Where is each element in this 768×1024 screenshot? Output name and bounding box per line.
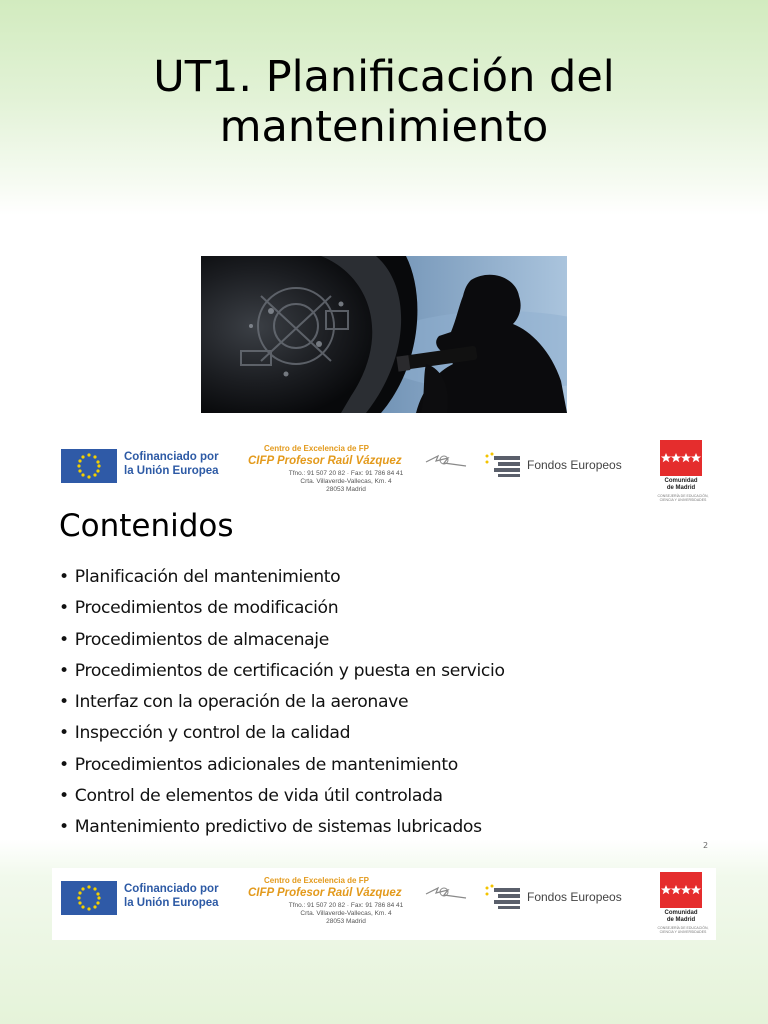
eu-cofinancing-label [124, 882, 219, 910]
list-item: • Mantenimiento predictivo de sistemas lubricados [59, 813, 505, 844]
cifp-subtitle: Centro de Excelencia de FP [264, 444, 369, 453]
list-item: • Inspección y control de la calidad [59, 719, 505, 750]
cifp-city: 28053 Madrid [326, 918, 366, 925]
list-item: • Planificación del mantenimiento [59, 563, 505, 594]
comunidad-madrid-department [648, 926, 718, 934]
eu-text-line-2: la Unión Europea [124, 465, 219, 477]
cm-sub-1: CONSEJERÍA DE EDUCACIÓN, [657, 926, 709, 930]
list-item: • Interfaz con la operación de la aeronave [59, 688, 505, 719]
cifp-address: Crta. Villaverde-Vallecas, Km. 4 [300, 910, 392, 917]
list-item: • Procedimientos de modificación [59, 594, 505, 625]
cifp-phone: Tfno.: 91 507 20 82 · Fax: 91 786 84 41 [288, 470, 404, 477]
eu-text-line-1: Cofinanciado por [124, 883, 219, 895]
list-item: • Procedimientos adicionales de mantenimiento [59, 751, 505, 782]
contents-list [59, 563, 505, 845]
comunidad-madrid-label [648, 478, 714, 492]
list-item: • Procedimientos de certificación y puesta en servicio [59, 657, 505, 688]
list-item: • Control de elementos de vida útil controlada [59, 782, 505, 813]
fondos-europeos-label: Fondos Europeos [527, 458, 622, 472]
cifp-name: CIFP Profesor Raúl Vázquez [248, 455, 402, 467]
cifp-contact [266, 902, 426, 926]
cifp-address: Crta. Villaverde-Vallecas, Km. 4 [300, 478, 392, 485]
comunidad-madrid-label [648, 910, 714, 924]
eu-text-line-1: Cofinanciado por [124, 451, 219, 463]
cm-line-2: de Madrid [666, 917, 696, 923]
technician-inspecting-engine-image [201, 256, 567, 413]
fondos-europeos-label: Fondos Europeos [527, 890, 622, 904]
fondos-europeos-icon [484, 884, 524, 910]
cm-sub-2: CIENCIA Y UNIVERSIDADES [659, 498, 707, 502]
cifp-phone: Tfno.: 91 507 20 82 · Fax: 91 786 84 41 [288, 902, 404, 909]
eu-flag-icon [61, 881, 117, 915]
title-line-1: UT1. Planificación del [153, 52, 615, 102]
eu-text-line-2: la Unión Europea [124, 897, 219, 909]
cm-line-1: Comunidad [664, 478, 698, 484]
cifp-subtitle: Centro de Excelencia de FP [264, 876, 369, 885]
comunidad-madrid-flag-icon [660, 440, 702, 476]
fondos-europeos-icon [484, 452, 524, 478]
cifp-city: 28053 Madrid [326, 486, 366, 493]
page-number: 2 [703, 841, 709, 850]
maintenance-photo [201, 256, 567, 413]
list-item: • Procedimientos de almacenaje [59, 626, 505, 657]
cifp-name: CIFP Profesor Raúl Vázquez [248, 887, 402, 899]
cifp-lightning-icon [424, 886, 468, 902]
eu-flag-icon [61, 449, 117, 483]
cifp-contact [266, 470, 426, 494]
eu-cofinancing-label [124, 450, 219, 478]
title-line-2: mantenimiento [219, 102, 549, 152]
cm-sub-2: CIENCIA Y UNIVERSIDADES [659, 930, 707, 934]
comunidad-madrid-flag-icon [660, 872, 702, 908]
funding-logos-strip [52, 436, 716, 508]
cm-line-1: Comunidad [664, 910, 698, 916]
cm-sub-1: CONSEJERÍA DE EDUCACIÓN, [657, 494, 709, 498]
contents-heading: Contenidos [59, 508, 234, 544]
comunidad-madrid-department [648, 494, 718, 502]
page-title [0, 52, 768, 152]
funding-logos-strip-bottom [52, 868, 716, 940]
cm-line-2: de Madrid [666, 485, 696, 491]
cifp-lightning-icon [424, 454, 468, 470]
